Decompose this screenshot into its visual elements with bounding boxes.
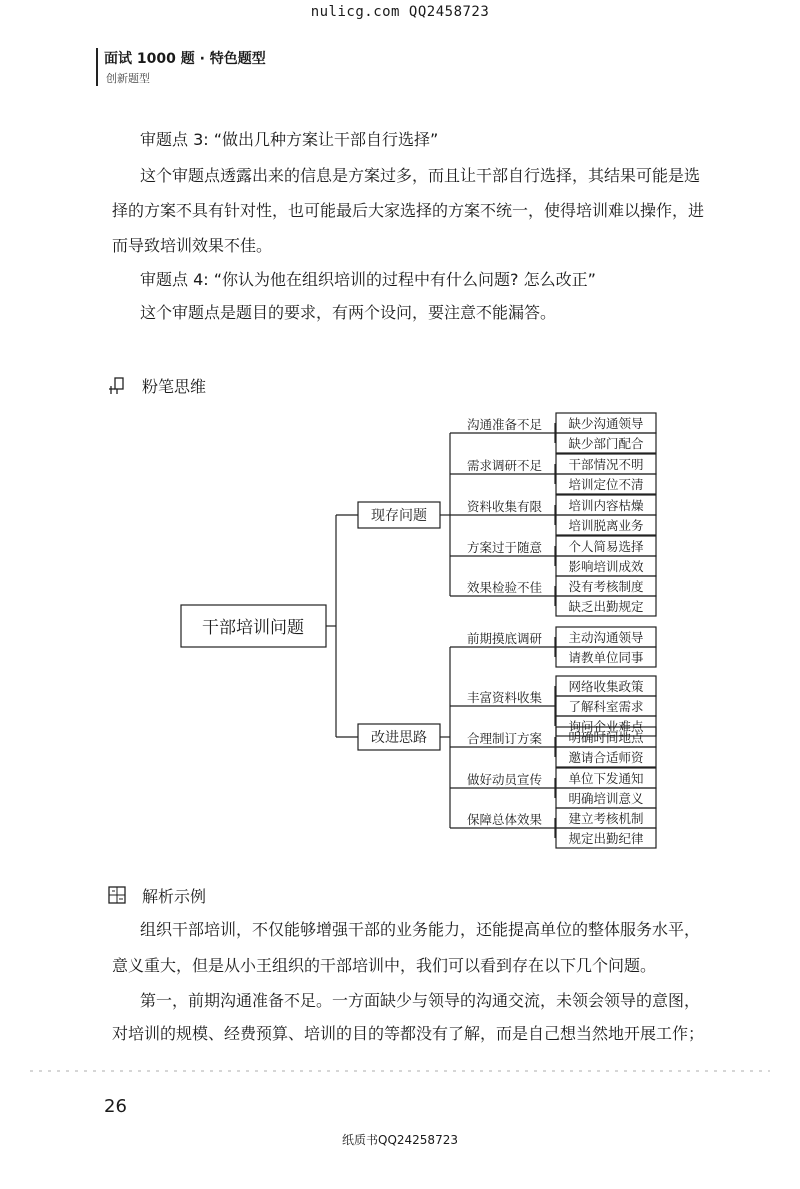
mindmap-leaf-label: 培训内容枯燥 — [568, 498, 644, 513]
mindmap-branch: 改进思路 — [371, 730, 427, 746]
mindmap-leaf-label: 规定出勤纪律 — [568, 831, 644, 846]
mindmap-sub-label: 需求调研不足 — [466, 458, 543, 473]
mindmap-sub-label: 合理制订方案 — [466, 731, 543, 746]
mindmap-leaf-label: 影响培训成效 — [568, 559, 644, 574]
mindmap-leaf-label: 明确培训意义 — [568, 791, 644, 806]
mindmap-leaf-label: 询问企业难点 — [568, 719, 644, 734]
mindmap-leaf-label: 请教单位同事 — [568, 650, 644, 665]
paragraph-line: 审题点 3: “做出几种方案让干部自行选择” — [140, 130, 439, 149]
top-watermark: nulicg.com QQ2458723 — [310, 4, 490, 20]
mindmap-sub-label: 前期摸底调研 — [466, 631, 543, 646]
section-title-analysis: 解析示例 — [142, 887, 207, 906]
paragraph-line: 审题点 4: “你认为他在组织培训的过程中有什么问题? 怎么改正” — [140, 270, 596, 289]
paragraph-line: 而导致培训效果不佳。 — [112, 236, 273, 255]
mindmap-leaf-label: 建立考核机制 — [568, 811, 644, 826]
analysis-line: 第一，前期沟通准备不足。一方面缺少与领导的沟通交流，未领会领导的意图， — [140, 991, 701, 1010]
mindmap-sub-label: 资料收集有限 — [466, 499, 543, 514]
mindmap-leaf-label: 培训脱离业务 — [568, 518, 644, 533]
mindmap-leaf-label: 个人简易选择 — [568, 539, 644, 554]
section-title-mindmap: 粉笔思维 — [142, 377, 207, 396]
paragraph-line: 这个审题点透露出来的信息是方案过多，而且让干部自行选择，其结果可能是选 — [140, 166, 701, 185]
mindmap-sub-label: 效果检验不佳 — [466, 580, 543, 595]
mindmap-branch: 现存问题 — [371, 508, 427, 524]
paragraph-line: 择的方案不具有针对性，也可能最后大家选择的方案不统一，使得培训难以操作，进 — [112, 201, 705, 220]
scan-noise-line — [30, 1070, 770, 1072]
header-title: 面试 1000 题 · 特色题型 — [104, 51, 266, 67]
page-number: 26 — [104, 1096, 127, 1117]
analysis-line: 意义重大，但是从小王组织的干部培训中，我们可以看到存在以下几个问题。 — [112, 956, 657, 975]
bottom-watermark: 纸质书QQ24258723 — [342, 1133, 458, 1147]
mindmap-sub-label: 沟通准备不足 — [466, 417, 543, 432]
mindmap-sub-label: 做好动员宣传 — [466, 772, 543, 787]
mindmap-root: 干部培训问题 — [202, 618, 304, 638]
mindmap-sub-label: 保障总体效果 — [466, 812, 543, 827]
mindmap-leaf-label: 邀请合适师资 — [568, 750, 644, 765]
mindmap-leaf-label: 网络收集政策 — [568, 679, 644, 694]
mindmap-leaf-label: 干部情况不明 — [568, 457, 644, 472]
mindmap-leaf-label: 明确时间地点 — [568, 730, 644, 745]
mindmap-leaf-label: 缺少沟通领导 — [568, 416, 644, 431]
mindmap-leaf-label: 没有考核制度 — [568, 579, 644, 594]
mindmap-sub-label: 方案过于随意 — [466, 540, 543, 555]
header-subtitle: 创新题型 — [106, 72, 150, 85]
analysis-line: 对培训的规模、经费预算、培训的目的等都没有了解，而是自己想当然地开展工作； — [112, 1024, 705, 1043]
mindmap-leaf-label: 缺少部门配合 — [568, 436, 644, 451]
mindmap-leaf-label: 了解科室需求 — [568, 699, 644, 714]
mindmap-sub-label: 丰富资料收集 — [466, 690, 543, 705]
mindmap-leaf-label: 缺乏出勤规定 — [568, 599, 644, 614]
mindmap-leaf-label: 单位下发通知 — [568, 771, 644, 786]
paragraph-line: 这个审题点是题目的要求，有两个设问，要注意不能漏答。 — [140, 303, 557, 322]
mindmap-leaf-label: 培训定位不清 — [568, 477, 644, 492]
analysis-section-icon — [108, 886, 126, 904]
mindmap-leaf-label: 主动沟通领导 — [568, 630, 644, 645]
analysis-line: 组织干部培训，不仅能够增强干部的业务能力，还能提高单位的整体服务水平， — [140, 920, 701, 939]
